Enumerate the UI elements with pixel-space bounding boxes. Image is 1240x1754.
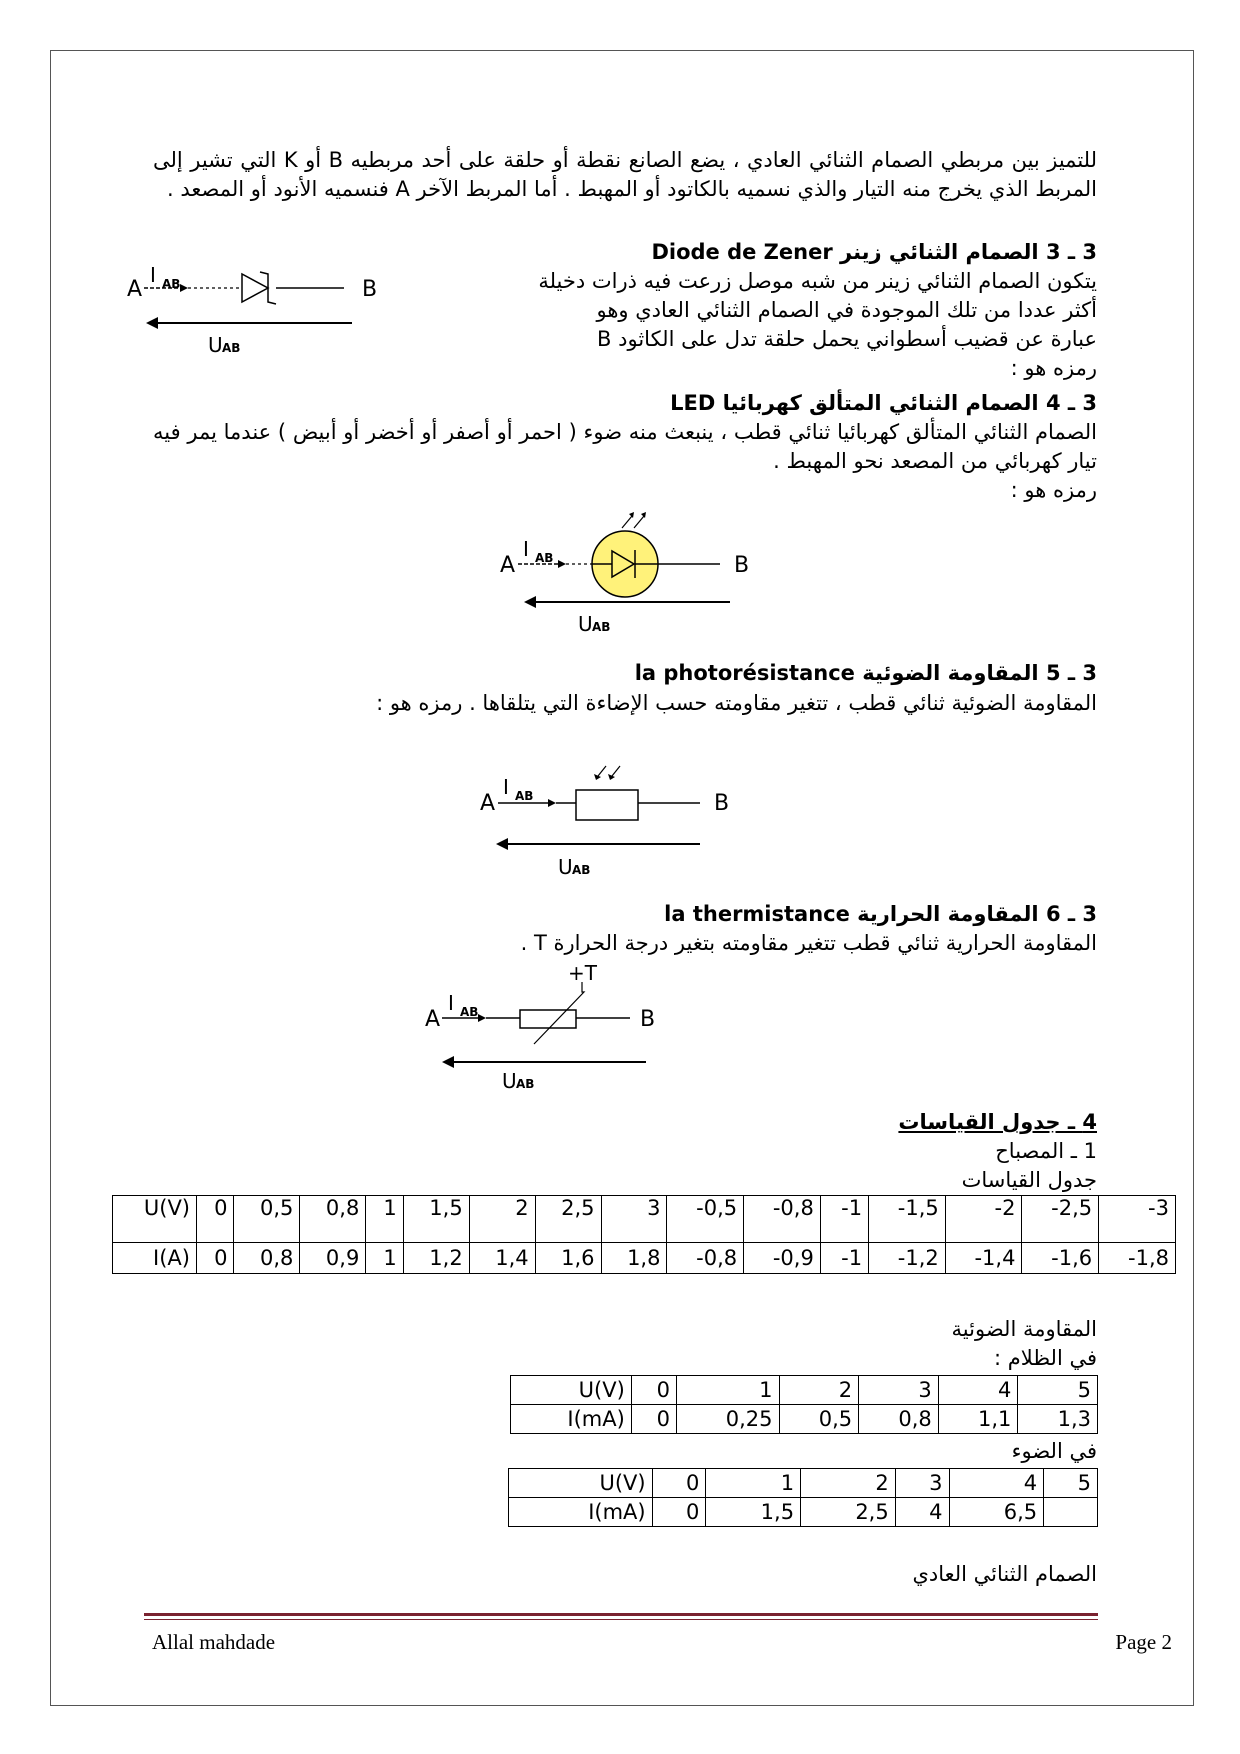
voltage-label: U [502,1069,517,1090]
table-cell: 1,8 [601,1243,667,1274]
table-cell: 0 [631,1376,676,1405]
temperature-label: +T [568,961,597,985]
table-cell: -0,8 [667,1243,744,1274]
table-cell [1044,1498,1098,1527]
table-cell: 6,5 [949,1498,1044,1527]
photo-table-title: المقاومة الضوئية [951,1317,1097,1341]
table-cell: 3 [859,1376,939,1405]
led-symbol [494,506,764,636]
terminal-b-label: B [362,277,378,302]
table-cell: 4 [949,1469,1044,1498]
table-cell: 1,4 [469,1243,535,1274]
table-cell: 1 [677,1376,780,1405]
table-cell: -0,8 [744,1196,821,1243]
table-cell: -1,8 [1099,1243,1176,1274]
zener-symbol [122,254,392,354]
table-header-u: U(V) [509,1469,653,1498]
table-header-u: U(V) [113,1196,197,1243]
dark-title: في الظلام : [994,1346,1097,1370]
zener-heading: 3 ـ 3 الصمام الثنائي زينر Diode de Zener [651,240,1097,264]
table-row-i [113,1243,1176,1274]
table-cell: 4 [895,1498,949,1527]
table-cell: 0,8 [859,1405,939,1434]
table-header-i: I(A) [113,1243,197,1274]
table-cell: -3 [1099,1196,1176,1243]
voltage-subscript: AB [222,341,241,354]
current-subscript: AB [162,277,181,291]
thermo-heading: 3 ـ 6 المقاومة الحرارية la thermistance [664,902,1097,926]
table-cell: 0,8 [300,1196,366,1243]
table-cell: -1,5 [869,1196,946,1243]
resistor-body [520,1010,576,1028]
light-ray-2 [634,516,644,528]
current-subscript: AB [515,789,534,803]
table-header-u: U(V) [511,1376,632,1405]
table-cell: -1,6 [1022,1243,1099,1274]
light-ray-2 [612,766,620,776]
table-cell: 0,9 [300,1243,366,1274]
table-cell: 1,3 [1018,1405,1098,1434]
light-table [508,1468,1098,1527]
table-cell: 0 [197,1243,234,1274]
table-cell: 1,1 [938,1405,1018,1434]
table-cell: 0 [652,1498,706,1527]
footer-rule [144,1613,1098,1616]
table-cell: -1,2 [869,1243,946,1274]
zener-line-2: أكثر عددا من تلك الموجودة في الصمام الثنائي العادي وهو [596,298,1097,322]
footer-rule-thin [144,1619,1098,1620]
current-label: I [448,991,454,1015]
terminal-b-label: B [640,1007,656,1032]
thermo-paragraph: المقاومة الحرارية ثنائي قطب تتغير مقاومته بتغير درجة الحرارة T . [520,931,1097,955]
table-cell: -1,4 [945,1243,1022,1274]
footer-author: Allal mahdade [152,1630,276,1654]
table-cell: -1 [820,1196,868,1243]
zener-line-1: يتكون الصمام الثنائي زينر من شبه موصل زرعت فيه ذرات دخيلة [538,269,1097,293]
current-label: I [523,537,529,561]
table-cell: 0,8 [234,1243,300,1274]
footer-page-number: Page 2 [1115,1630,1172,1654]
thermistor-symbol [420,960,690,1090]
led-symbol-caption: رمزه هو : [1010,478,1097,502]
voltage-label: U [208,333,223,354]
table-cell: 1,5 [706,1498,801,1527]
terminal-a-label: A [500,553,516,578]
table-row-u [509,1469,1098,1498]
table-cell: 0,5 [779,1405,859,1434]
table-cell: -0,5 [667,1196,744,1243]
table-cell: 0,5 [234,1196,300,1243]
table-cell: 2 [801,1469,896,1498]
light-title: في الضوء [1011,1439,1097,1463]
table-cell: -1 [820,1243,868,1274]
current-label: I [150,263,156,287]
table-cell: 1 [366,1243,403,1274]
table-cell: 1 [706,1469,801,1498]
table-cell: -2 [945,1196,1022,1243]
table-cell: 0,25 [677,1405,780,1434]
table-cell: 0 [197,1196,234,1243]
table-cell: 5 [1044,1469,1098,1498]
table-cell: 3 [601,1196,667,1243]
table-row-i [511,1405,1098,1434]
photo-paragraph: المقاومة الضوئية ثنائي قطب ، تتغير مقاومته حسب الإضاءة التي يتلقاها . رمزه هو : [376,691,1097,715]
table-cell: 2 [469,1196,535,1243]
current-label: I [503,775,509,799]
dark-table [510,1375,1098,1434]
photo-heading: 3 ـ 5 المقاومة الضوئية la photorésistance [634,661,1097,685]
table-row-u [113,1196,1176,1243]
table-cell: 2,5 [801,1498,896,1527]
lamp-table [112,1195,1176,1274]
table-cell: 5 [1018,1376,1098,1405]
current-subscript: AB [460,1005,479,1019]
led-heading: 3 ـ 4 الصمام الثنائي المتألق كهربائيا LED [670,391,1097,415]
voltage-label: U [558,855,573,878]
table-row-i [509,1498,1098,1527]
zener-line-4: رمزه هو : [1010,356,1097,380]
terminal-a-label: A [425,1007,441,1032]
table-row-u [511,1376,1098,1405]
table-cell: 1,5 [403,1196,469,1243]
table-caption: جدول القياسات [961,1168,1097,1192]
table-cell: 0 [652,1469,706,1498]
measures-heading: 4 ـ جدول القياسات [898,1110,1097,1134]
terminal-b-label: B [714,791,730,816]
light-ray-1 [598,766,606,776]
table-cell: 1 [366,1196,403,1243]
table-header-i: I(mA) [509,1498,653,1527]
table-cell: 0 [631,1405,676,1434]
led-paragraph: الصمام الثنائي المتألق كهربائيا ثنائي قطب ، ينبعث منه ضوء ( احمر أو أصفر أو أخضر أو أبيض ) عندما يمر فيه تيار كهربائي من المصعد نحو المهبط . [153,420,1097,473]
table-cell: 1,6 [535,1243,601,1274]
table-cell: 3 [895,1469,949,1498]
photoresistor-symbol [474,758,744,878]
table-cell: 2,5 [535,1196,601,1243]
table-cell: 1,2 [403,1243,469,1274]
terminal-a-label: A [127,277,143,302]
zener-line-3: عبارة عن قضيب أسطواني يحمل حلقة تدل على الكاثود B [597,327,1097,351]
table-cell: -2,5 [1022,1196,1099,1243]
terminal-a-label: A [480,791,496,816]
voltage-subscript: AB [592,620,611,634]
resistor-body [576,790,638,820]
table-cell: 2 [779,1376,859,1405]
light-ray-1 [622,516,632,528]
current-subscript: AB [535,551,554,565]
intro-paragraph: للتميز بين مربطي الصمام الثنائي العادي ، يضع الصانع نقطة أو حلقة على أحد مربطيه B أو K التي تشير إلى المربط الذي يخرج منه التيار والذي نسميه بالكاتود أو المهبط . أما المربط الآخر A فنسميه الأنود أو المصعد . [153,148,1098,201]
voltage-subscript: AB [516,1077,535,1090]
voltage-label: U [578,612,593,636]
lamp-subheading: 1 ـ المصباح [995,1139,1097,1163]
voltage-subscript: AB [572,863,591,877]
table-header-i: I(mA) [511,1405,632,1434]
terminal-b-label: B [734,553,750,578]
table-cell: 4 [938,1376,1018,1405]
table-cell: -0,9 [744,1243,821,1274]
diode-table-title: الصمام الثنائي العادي [912,1562,1097,1586]
